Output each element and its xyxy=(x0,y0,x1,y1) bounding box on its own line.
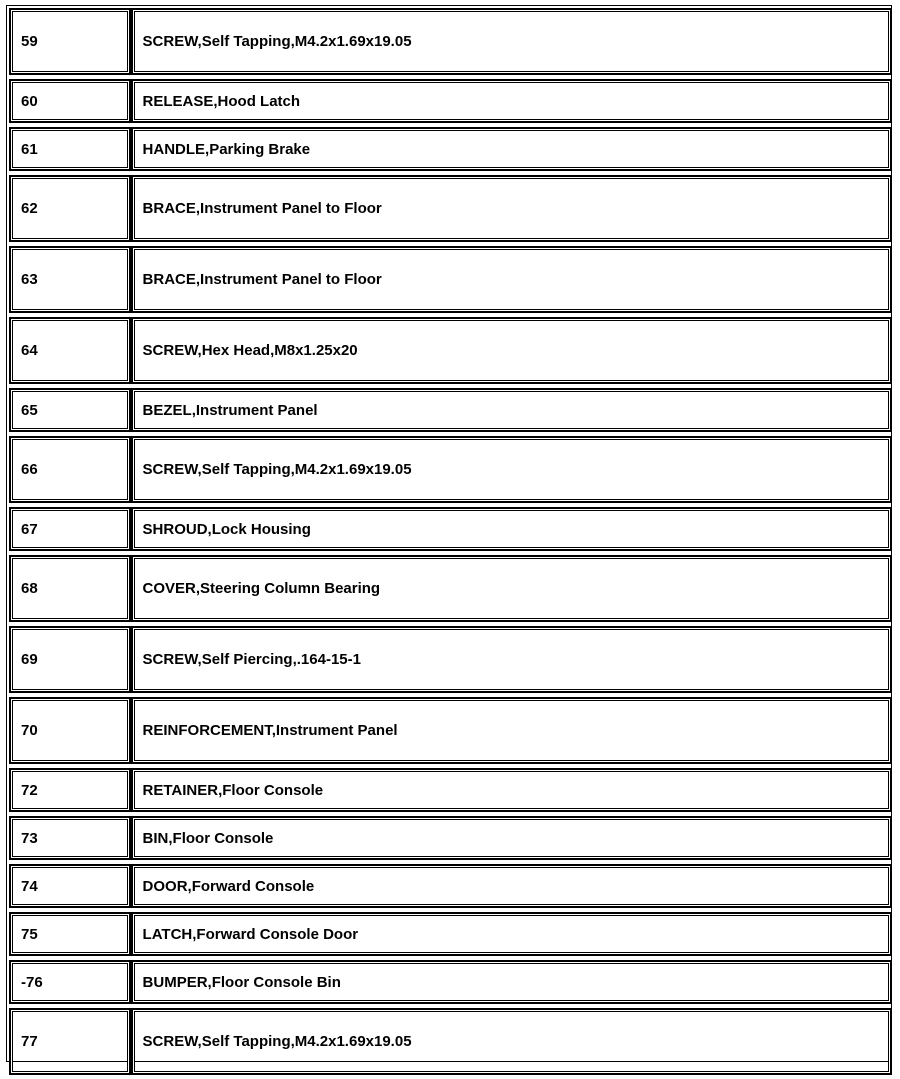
part-number-cell: 65 xyxy=(9,388,131,432)
part-number-cell: 74 xyxy=(9,864,131,908)
part-description-cell: RETAINER,Floor Console xyxy=(131,768,892,812)
part-description-cell: BEZEL,Instrument Panel xyxy=(131,388,892,432)
part-description-cell: SCREW,Self Tapping,M4.2x1.69x19.05 xyxy=(131,1008,892,1075)
part-description-cell: DOOR,Forward Console xyxy=(131,864,892,908)
part-description-cell: SCREW,Self Piercing,.164-15-1 xyxy=(131,626,892,693)
part-number-cell: 59 xyxy=(9,8,131,75)
table-row xyxy=(9,960,892,1004)
part-description-cell: BRACE,Instrument Panel to Floor xyxy=(131,175,892,242)
part-number-cell: 61 xyxy=(9,127,131,171)
part-description-cell: BIN,Floor Console xyxy=(131,816,892,860)
table-row xyxy=(9,388,892,432)
table-row xyxy=(9,626,892,693)
table-row xyxy=(9,175,892,242)
part-description-cell: BUMPER,Floor Console Bin xyxy=(131,960,892,1004)
part-number-cell: 66 xyxy=(9,436,131,503)
table-row xyxy=(9,697,892,764)
table-row xyxy=(9,507,892,551)
part-description-cell: REINFORCEMENT,Instrument Panel xyxy=(131,697,892,764)
table-row xyxy=(9,8,892,75)
part-description-cell: HANDLE,Parking Brake xyxy=(131,127,892,171)
part-description-cell: SHROUD,Lock Housing xyxy=(131,507,892,551)
part-description-cell: BRACE,Instrument Panel to Floor xyxy=(131,246,892,313)
part-number-cell: 73 xyxy=(9,816,131,860)
parts-table xyxy=(9,4,892,1079)
part-number-cell: 64 xyxy=(9,317,131,384)
part-number-cell: 60 xyxy=(9,79,131,123)
part-number-cell: 62 xyxy=(9,175,131,242)
part-description-cell: LATCH,Forward Console Door xyxy=(131,912,892,956)
part-number-cell: -76 xyxy=(9,960,131,1004)
part-number-cell: 67 xyxy=(9,507,131,551)
table-row xyxy=(9,79,892,123)
part-description-cell: RELEASE,Hood Latch xyxy=(131,79,892,123)
part-number-cell: 72 xyxy=(9,768,131,812)
part-number-cell: 69 xyxy=(9,626,131,693)
part-number-cell: 77 xyxy=(9,1008,131,1075)
table-row xyxy=(9,864,892,908)
table-row xyxy=(9,246,892,313)
table-row xyxy=(9,768,892,812)
table-row xyxy=(9,555,892,622)
table-row xyxy=(9,127,892,171)
part-description-cell: SCREW,Self Tapping,M4.2x1.69x19.05 xyxy=(131,436,892,503)
table-row xyxy=(9,317,892,384)
part-description-cell: SCREW,Self Tapping,M4.2x1.69x19.05 xyxy=(131,8,892,75)
part-number-cell: 68 xyxy=(9,555,131,622)
table-row xyxy=(9,1008,892,1075)
part-description-cell: SCREW,Hex Head,M8x1.25x20 xyxy=(131,317,892,384)
table-row xyxy=(9,816,892,860)
part-description-cell: COVER,Steering Column Bearing xyxy=(131,555,892,622)
part-number-cell: 75 xyxy=(9,912,131,956)
parts-table-body xyxy=(9,8,892,1075)
part-number-cell: 70 xyxy=(9,697,131,764)
table-row xyxy=(9,436,892,503)
part-number-cell: 63 xyxy=(9,246,131,313)
table-row xyxy=(9,912,892,956)
